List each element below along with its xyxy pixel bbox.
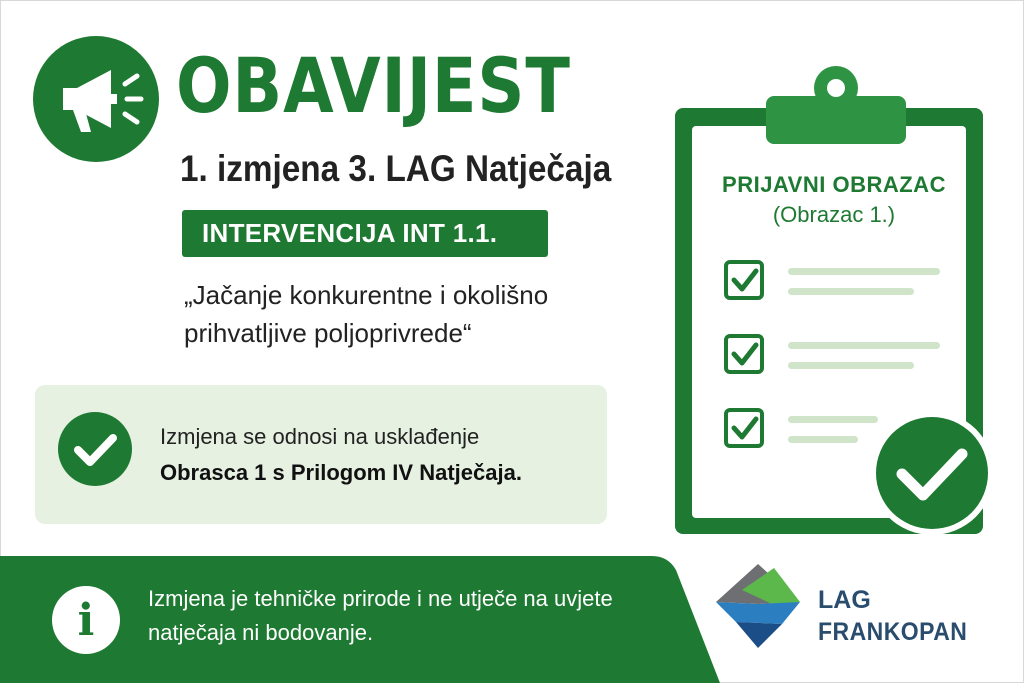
info-line-1: Izmjena je tehničke prirode i ne utječe na uvjete [148, 586, 613, 611]
logo-text-lag: LAG [818, 586, 871, 614]
intervention-quote [184, 276, 644, 352]
check-circle-icon [58, 412, 132, 486]
quote-line-1: „Jačanje konkurentne i okolišno [184, 280, 549, 310]
intervention-badge: INTERVENCIJA INT 1.1. [182, 210, 548, 257]
megaphone-icon [33, 36, 159, 162]
page-subtitle: 1. izmjena 3. LAG Natječaja [180, 148, 612, 189]
info-text [148, 582, 668, 650]
note-text: Izmjena se odnosi na usklađenje [160, 424, 480, 449]
note-text-bold: Obrasca 1 s Prilogom IV Natječaja. [160, 460, 522, 485]
logo-text-name: FRANKOPAN [818, 618, 968, 646]
quote-line-2: prihvatljive poljoprivrede“ [184, 318, 472, 348]
page-title: OBAVIJEST [176, 41, 571, 130]
info-line-2: natječaja ni bodovanje. [148, 620, 374, 645]
form-title: PRIJAVNI OBRAZAC [722, 172, 946, 197]
check-badge-icon [870, 411, 994, 535]
form-subtitle: (Obrazac 1.) [772, 202, 896, 227]
lag-logo-icon [712, 560, 804, 652]
clipboard-icon [670, 60, 1000, 540]
info-icon: i [52, 586, 120, 654]
